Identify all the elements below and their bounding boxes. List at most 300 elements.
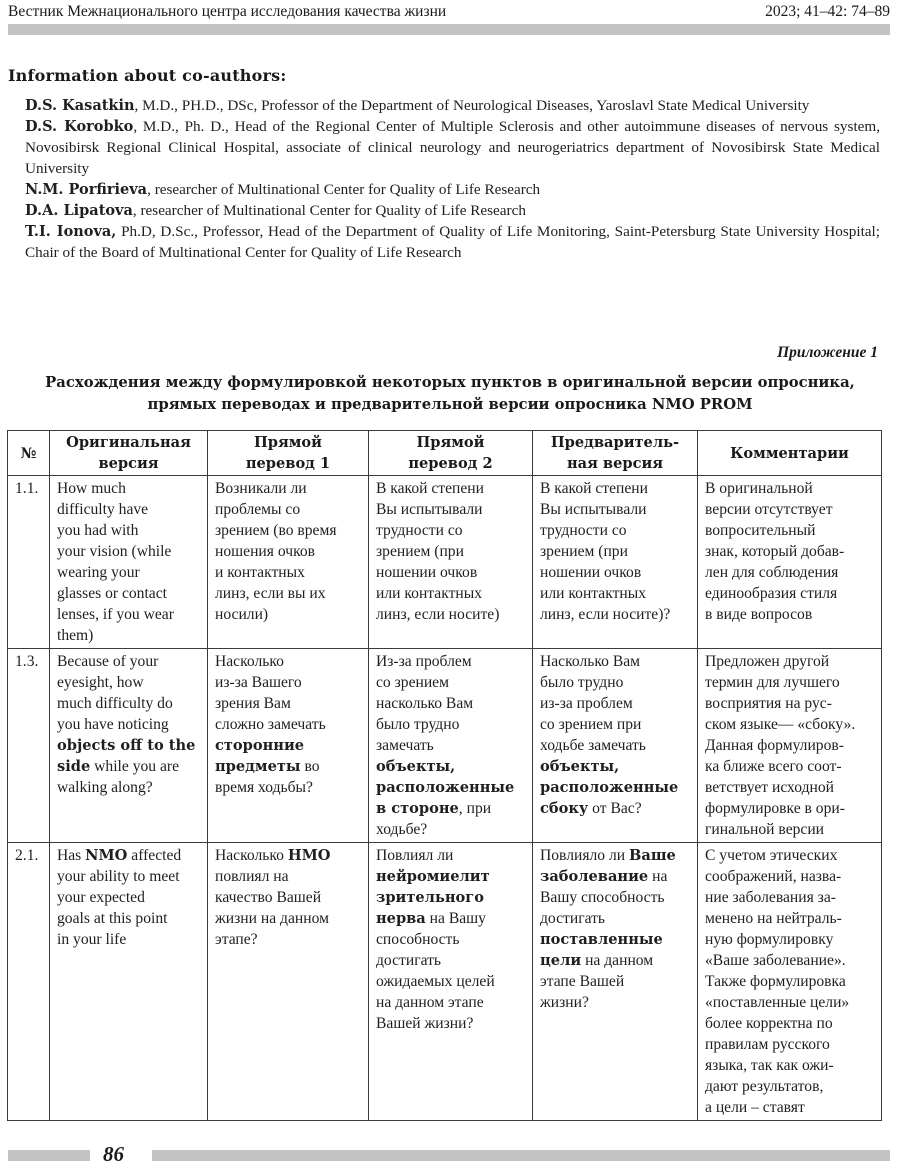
cell-text: достигать [376,952,442,969]
cell-text: на данном [581,952,654,969]
cell-line [540,735,691,756]
cell-line [540,845,691,866]
cell-line [57,866,201,887]
cell-line [57,625,201,646]
cell-text: проблемы со [215,501,301,518]
cell-text: способность [376,931,460,948]
cell-text: Because of your [57,653,159,670]
cell-line [215,693,362,714]
cell-line [705,798,875,819]
table-cell [698,843,882,1121]
cell-line [705,992,875,1013]
cell-text: или контактных [540,585,647,602]
column-header-line: перевод 1 [245,455,331,472]
cell-text: соображений, назва- [705,868,842,885]
footer-rule-left [8,1150,90,1161]
cell-line [215,583,362,604]
cell-line [215,777,362,798]
cell-text: вопросительный [705,522,816,539]
footer-rule-right [152,1150,890,1161]
cell-line [376,798,526,819]
column-header [698,431,882,476]
table-row [8,843,882,1121]
cell-line [540,604,691,625]
coauthor-name: D.S. Korobko [25,118,134,135]
coauthor-name: D.A. Lipatova [25,202,133,219]
emphasis-text: предметы [215,758,301,775]
cell-text: правилам русского [705,1036,830,1053]
cell-line [57,520,201,541]
cell-text: difficulty have [57,501,149,518]
cell-text: walking along? [57,779,153,796]
cell-text: со зрением при [540,716,642,733]
cell-line [215,562,362,583]
cell-text: лен для соблюдения [705,564,839,581]
cell-text: знак, который добав- [705,543,845,560]
cell-line [705,672,875,693]
cell-line [705,1097,875,1118]
cell-text: Вы испытывали [540,501,647,518]
cell-line [215,672,362,693]
emphasis-text: поставленные [540,931,663,948]
cell-text: со зрением [376,674,449,691]
coauthor-name: T.I. Ionova, [25,223,117,240]
cell-line [540,693,691,714]
cell-text: С учетом этических [705,847,838,864]
cell-text: дают результатов, [705,1078,824,1095]
cell-text: а цели – ставят [705,1099,805,1116]
cell-line [376,887,526,908]
cell-line [705,756,875,777]
cell-line [705,541,875,562]
cell-text: трудности со [376,522,463,539]
emphasis-text: в стороне [376,800,459,817]
cell-line [215,714,362,735]
emphasis-text: NMO [85,847,128,864]
coauthors-list [25,95,880,263]
cell-line [540,798,691,819]
cell-line [540,756,691,777]
cell-line [705,651,875,672]
coauthor-details: , researcher of Multinational Center for Quality of Life Research [132,202,526,219]
cell-text: while you are [90,758,180,775]
coauthors-heading: Information about co-authors: [8,66,287,85]
table-cell [369,843,533,1121]
column-header [208,431,369,476]
emphasis-text: сбоку [540,800,589,817]
cell-text: ветствует исходной [705,779,835,796]
cell-line [705,819,875,840]
coauthor-entry [25,95,880,116]
column-header-line: ная версия [566,455,664,472]
cell-text: ходьбе замечать [540,737,646,754]
cell-text: ную формулировку [705,931,834,948]
cell-line [376,693,526,714]
emphasis-text: расположенные [376,779,515,796]
cell-line [705,735,875,756]
emphasis-text: объекты, [376,758,456,775]
cell-line [57,735,201,756]
cell-text: goals at this point [57,910,168,927]
emphasis-text: objects off to the [57,737,196,754]
header-rule [8,24,890,35]
cell-line [540,478,691,499]
coauthor-details: , M.D., Ph. D., Head of the Regional Center of Multiple Sclerosis and other autoimmune diseases of nervous system, Novosibirsk Regional Clinical Hospital, associate of clinical neurology and neurogeriatrics department of Novosibirsk State Medical University [25,118,881,177]
cell-line [215,908,362,929]
cell-text: Повлияло ли [540,847,630,864]
table-body [8,476,882,1121]
cell-line [376,604,526,625]
cell-line [705,777,875,798]
table-title-line-2: прямых переводах и предварительной версии опросника NMO PROM [147,396,753,413]
cell-text: Вашу способность [540,889,665,906]
cell-line [215,604,362,625]
cell-line [57,777,201,798]
cell-line [540,971,691,992]
emphasis-text: НМО [287,847,331,864]
cell-text: В какой степени [376,480,484,497]
cell-line [376,756,526,777]
cell-text: версии отсутствует [705,501,833,518]
cell-text: Вашей жизни? [376,1015,474,1032]
cell-line [705,499,875,520]
cell-line [215,866,362,887]
column-header-line: Прямой [253,434,322,451]
cell-text: affected [127,847,182,864]
cell-text: ожидаемых целей [376,973,495,990]
item-number: 2.1. [8,843,50,1121]
cell-text: жизни? [540,994,589,1011]
cell-text: было трудно [540,674,624,691]
cell-line [57,478,201,499]
cell-text: от Вас? [588,800,642,817]
column-header [369,431,533,476]
cell-text: your ability to meet [57,868,180,885]
table-cell [698,649,882,843]
coauthor-details: , M.D., PH.D., DSc, Professor of the Department of Neurological Diseases, Yaroslavl State Medical University [134,97,810,114]
column-header-line: перевод 2 [408,455,493,472]
cell-text: glasses or contact [57,585,167,602]
cell-line [705,1034,875,1055]
cell-text: much difficulty do [57,695,173,712]
cell-text: в виде вопросов [705,606,813,623]
cell-line [376,651,526,672]
cell-text: В какой степени [540,480,648,497]
cell-text: сложно замечать [215,716,326,733]
column-header-line: версия [98,455,159,472]
emphasis-text: зрительного [376,889,484,906]
cell-line [215,651,362,672]
cell-text: зрением (при [540,543,628,560]
cell-line [376,583,526,604]
cell-text: трудности со [540,522,627,539]
cell-text: your vision (while [57,543,172,560]
cell-line [215,520,362,541]
cell-line [376,735,526,756]
cell-line [705,866,875,887]
item-number: 1.1. [8,476,50,649]
cell-text: на данном этапе [376,994,484,1011]
cell-line [376,866,526,887]
cell-text: them) [57,627,94,644]
cell-line [705,1076,875,1097]
column-header-line: Прямой [416,434,485,451]
cell-line [57,693,201,714]
cell-line [376,714,526,735]
cell-text: гинальной версии [705,821,825,838]
emphasis-text: расположенные [540,779,679,796]
coauthor-details: , researcher of Multinational Center for Quality of Life Research [147,181,541,198]
cell-line [57,541,201,562]
cell-text: время ходьбы? [215,779,313,796]
cell-line [540,672,691,693]
coauthor-details: Ph.D, D.Sc., Professor, Head of the Department of Quality of Life Monitoring, Saint-Petersburg State University Hospital; Chair of the Board of Multinational Center for Quality of Life Research [25,223,880,261]
cell-text: и контактных [215,564,305,581]
table-cell [50,476,208,649]
cell-line [376,672,526,693]
cell-text: Has [57,847,86,864]
cell-line [705,1055,875,1076]
cell-text: из-за проблем [540,695,633,712]
cell-line [540,714,691,735]
running-header [8,2,890,22]
cell-line [376,950,526,971]
cell-line [376,908,526,929]
cell-text: более корректна по [705,1015,833,1032]
cell-line [540,499,691,520]
cell-line [215,756,362,777]
emphasis-text: цели [540,952,582,969]
table-cell [369,476,533,649]
cell-text: ка ближе всего соот- [705,758,842,775]
journal-title: Вестник Межнационального центра исследования качества жизни [8,3,447,20]
emphasis-text: нейромиелит [376,868,490,885]
cell-line [57,672,201,693]
cell-line [376,845,526,866]
table-row [8,649,882,843]
column-header [533,431,698,476]
cell-line [540,866,691,887]
cell-line [215,499,362,520]
cell-line [215,845,362,866]
cell-line [540,583,691,604]
column-header-line: Оригинальная [66,434,191,451]
table-title-line-1: Расхождения между формулировкой некоторых пунктов в оригинальной версии опросника, [45,374,855,391]
cell-text: Насколько Вам [540,653,641,670]
cell-text: Данная формулиров- [705,737,844,754]
cell-text: линз, если носите) [376,606,500,623]
cell-line [376,1013,526,1034]
cell-text: носили) [215,606,269,623]
cell-line [215,541,362,562]
cell-text: «поставленные цели» [705,994,850,1011]
cell-line [705,908,875,929]
cell-text: ском языке— «сбоку». [705,716,856,733]
cell-line [215,929,362,950]
cell-text: во [300,758,320,775]
cell-text: из-за Вашего [215,674,302,691]
emphasis-text: объекты, [540,758,620,775]
emphasis-text: side [57,758,91,775]
cell-text: В оригинальной [705,480,813,497]
cell-text: ношении очков [540,564,642,581]
table-header-row [8,431,882,476]
cell-text: wearing your [57,564,140,581]
cell-line [705,971,875,992]
cell-line [57,929,201,950]
cell-text: было трудно [376,716,460,733]
cell-line [540,520,691,541]
cell-text: ношении очков [376,564,478,581]
cell-text: your expected [57,889,145,906]
cell-line [540,541,691,562]
cell-text: , при [458,800,492,817]
cell-line [376,541,526,562]
cell-line [57,562,201,583]
cell-line [540,992,691,1013]
cell-text: Вы испытывали [376,501,483,518]
cell-text: зрением (во время [215,522,337,539]
cell-line [705,583,875,604]
cell-text: Из-за проблем [376,653,472,670]
cell-text: на [648,868,668,885]
cell-line [215,478,362,499]
emphasis-text: сторонние [215,737,305,754]
cell-line [376,929,526,950]
coauthor-entry [25,221,880,263]
table-title [0,372,900,416]
cell-text: «Ваше заболевание». [705,952,846,969]
cell-text: замечать [376,737,434,754]
cell-line [376,520,526,541]
cell-line [376,478,526,499]
cell-line [540,887,691,908]
cell-line [705,714,875,735]
cell-line [376,777,526,798]
cell-text: in your life [57,931,127,948]
cell-text: you had with [57,522,139,539]
cell-text: жизни на данном [215,910,329,927]
cell-text: ношения очков [215,543,316,560]
cell-text: термин для лучшего [705,674,840,691]
cell-line [57,651,201,672]
cell-line [376,992,526,1013]
emphasis-text: нерва [376,910,426,927]
cell-line [705,604,875,625]
table-cell [533,649,698,843]
cell-text: ходьбе? [376,821,428,838]
cell-text: насколько Вам [376,695,474,712]
cell-line [705,478,875,499]
cell-line [705,950,875,971]
cell-text: качество Вашей [215,889,322,906]
cell-line [705,845,875,866]
column-header-line: Комментарии [730,444,849,462]
cell-line [705,887,875,908]
cell-line [705,929,875,950]
cell-line [57,604,201,625]
cell-line [540,908,691,929]
column-header [8,431,50,476]
coauthors-section [8,66,880,263]
cell-line [376,562,526,583]
cell-line [215,887,362,908]
cell-text: линз, если носите)? [540,606,671,623]
cell-text: Повлиял ли [376,847,454,864]
item-number: 1.3. [8,649,50,843]
cell-line [57,887,201,908]
table-cell [208,843,369,1121]
cell-line [540,777,691,798]
table-cell [369,649,533,843]
cell-text: Возникали ли [215,480,307,497]
coauthor-name: D.S. Kasatkin [25,97,135,114]
cell-text: менено на нейтраль- [705,910,842,927]
cell-line [57,583,201,604]
cell-line [540,562,691,583]
table-cell [533,476,698,649]
cell-line [705,562,875,583]
cell-text: Также формулировка [705,973,846,990]
table-row [8,476,882,649]
cell-line [57,756,201,777]
cell-text: этапе Вашей [540,973,625,990]
coauthor-entry [25,179,880,200]
cell-text: линз, если вы их [215,585,326,602]
cell-line [57,499,201,520]
cell-line [540,651,691,672]
cell-line [540,929,691,950]
table-cell [698,476,882,649]
cell-text: you have noticing [57,716,169,733]
table-cell [208,649,369,843]
appendix-label: Приложение 1 [777,344,878,361]
coauthor-name: N.M. Porfirieva [25,181,148,198]
cell-line [705,1013,875,1034]
cell-line [705,693,875,714]
cell-text: Насколько [215,653,284,670]
cell-text: зрения Вам [215,695,291,712]
cell-text: формулировке в ори- [705,800,845,817]
cell-text: Предложен другой [705,653,830,670]
cell-text: eyesight, how [57,674,144,691]
cell-line [705,520,875,541]
table-cell [50,843,208,1121]
cell-line [376,971,526,992]
cell-text: How much [57,480,126,497]
table-cell [533,843,698,1121]
column-header-line: Предваритель- [550,434,680,451]
issue-info: 2023; 41–42: 74–89 [765,3,890,20]
emphasis-text: заболевание [540,868,649,885]
cell-line [376,499,526,520]
cell-line [540,950,691,971]
comparison-table [7,430,882,1121]
table-cell [208,476,369,649]
coauthor-entry [25,200,880,221]
table-cell [50,649,208,843]
cell-text: Насколько [215,847,288,864]
cell-text: зрением (при [376,543,464,560]
page-number: 86 [103,1142,124,1166]
cell-text: lenses, if you wear [57,606,174,623]
cell-text: единообразия стиля [705,585,838,602]
cell-line [57,908,201,929]
cell-text: восприятия на рус- [705,695,832,712]
cell-line [215,735,362,756]
cell-text: языка, так как ожи- [705,1057,834,1074]
column-header [50,431,208,476]
